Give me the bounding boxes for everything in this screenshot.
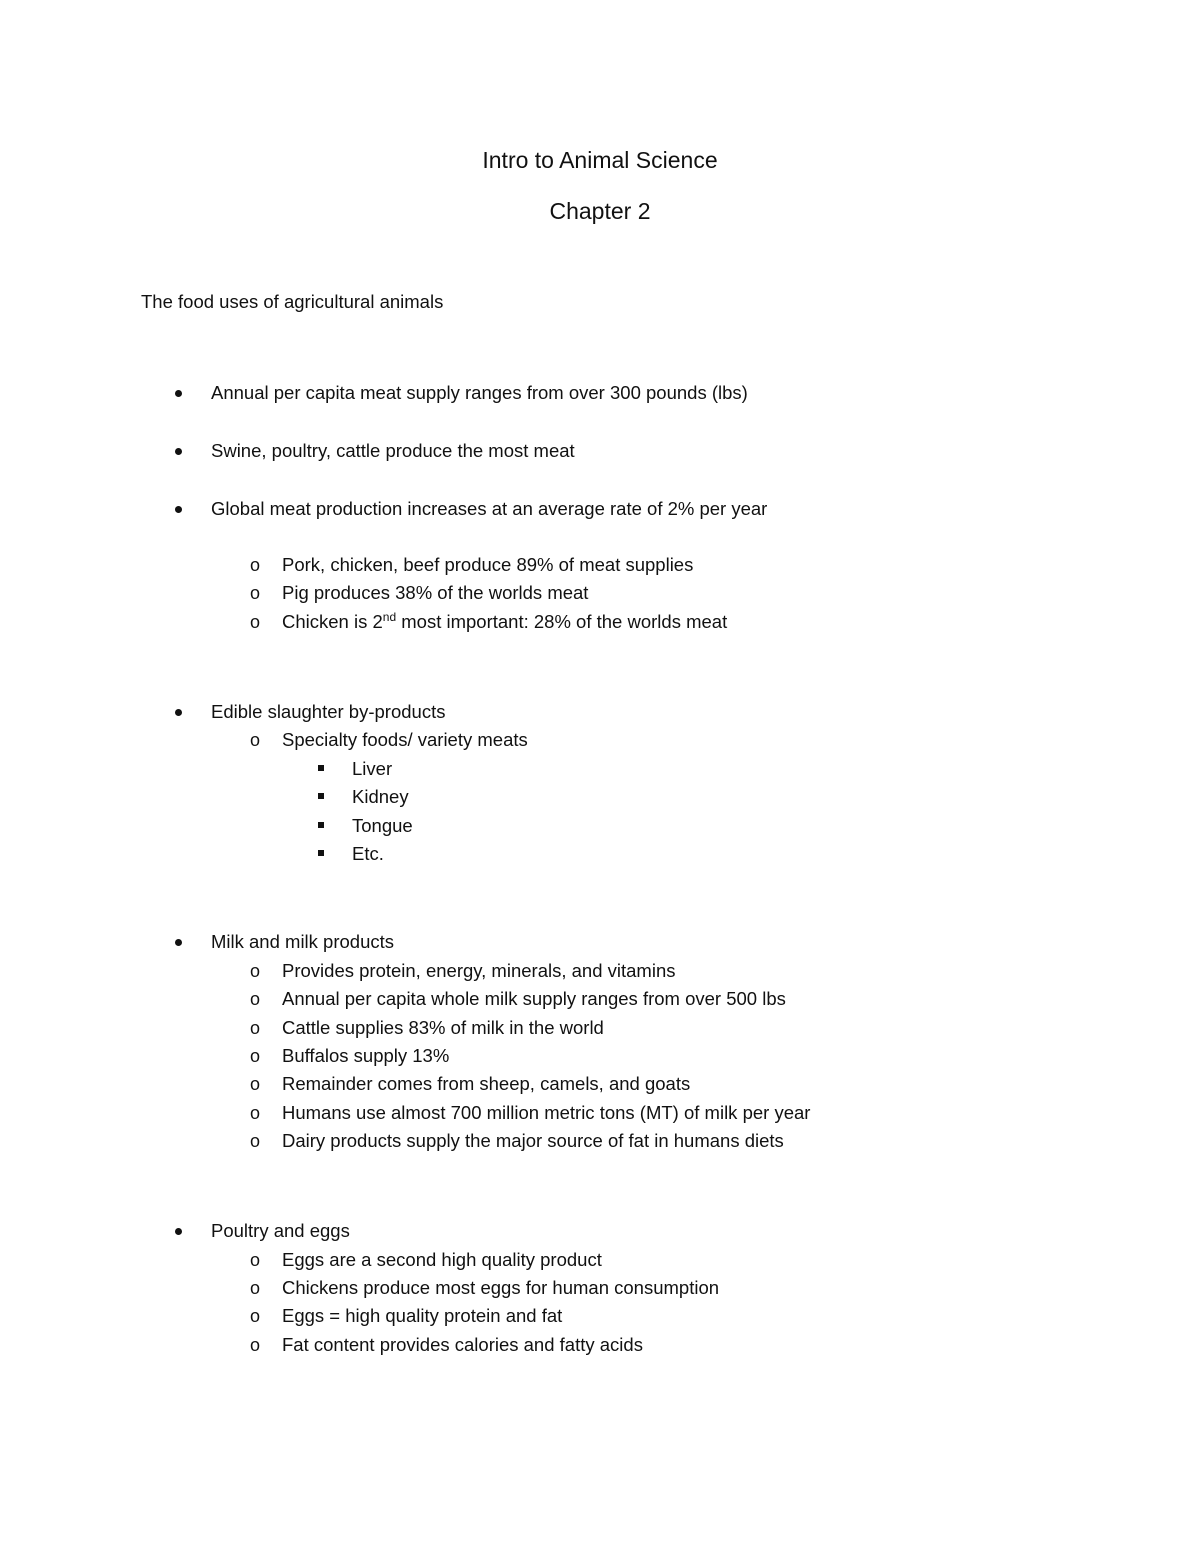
square-bullet-icon [318,822,324,828]
circle-bullet-icon: o [249,1250,260,1270]
sub-sub-list-item: Tongue [352,815,413,836]
sub-list-item-text: Chicken is 2 [282,611,383,632]
list-item: Edible slaughter by-products [211,701,446,722]
circle-bullet-icon: o [249,1335,260,1355]
sub-list-item-text: most important: 28% of the worlds meat [396,611,728,632]
bullet-icon [175,939,182,946]
sub-list-item: Eggs = high quality protein and fat [282,1305,563,1326]
sub-list-item: Pork, chicken, beef produce 89% of meat supplies [282,554,694,575]
bullet-icon [175,448,182,455]
list-item: Swine, poultry, cattle produce the most meat [211,440,575,461]
sub-list-item: Annual per capita whole milk supply ranges from over 500 lbs [282,988,786,1009]
circle-bullet-icon: o [249,1278,260,1298]
bullet-icon [175,390,182,397]
list-item: Poultry and eggs [211,1220,350,1241]
circle-bullet-icon: o [249,1046,260,1066]
sub-list-item [282,610,727,634]
list-item: Annual per capita meat supply ranges from over 300 pounds (lbs) [211,382,748,403]
sub-list-item: Pig produces 38% of the worlds meat [282,582,589,603]
sub-list-item: Remainder comes from sheep, camels, and goats [282,1073,691,1094]
circle-bullet-icon: o [249,612,260,632]
circle-bullet-icon: o [249,1306,260,1326]
circle-bullet-icon: o [249,1103,260,1123]
sub-list-item: Specialty foods/ variety meats [282,729,528,750]
circle-bullet-icon: o [249,1018,260,1038]
square-bullet-icon [318,793,324,799]
circle-bullet-icon: o [249,555,260,575]
sub-list-item: Chickens produce most eggs for human consumption [282,1277,720,1298]
sub-list-item: Cattle supplies 83% of milk in the world [282,1017,604,1038]
sub-sub-list-item: Liver [352,758,393,779]
ordinal-suffix: nd [382,609,397,624]
document-title: Intro to Animal Science [482,147,718,173]
sub-list-item: Fat content provides calories and fatty acids [282,1334,643,1355]
list-item: Global meat production increases at an average rate of 2% per year [211,498,768,519]
square-bullet-icon [318,765,324,771]
circle-bullet-icon: o [249,989,260,1009]
circle-bullet-icon: o [249,730,260,750]
sub-sub-list-item: Kidney [352,786,409,807]
square-bullet-icon [318,850,324,856]
list-item: Milk and milk products [211,931,395,952]
circle-bullet-icon: o [249,961,260,981]
sub-list-item: Humans use almost 700 million metric tons (MT) of milk per year [282,1102,811,1123]
sub-list-item: Provides protein, energy, minerals, and vitamins [282,960,676,981]
circle-bullet-icon: o [249,1131,260,1151]
bullet-icon [175,1228,182,1235]
bullet-icon [175,506,182,513]
chapter-title: Chapter 2 [549,198,651,224]
bullet-icon [175,709,182,716]
sub-list-item: Dairy products supply the major source of fat in humans diets [282,1130,784,1151]
sub-sub-list-item: Etc. [352,843,384,864]
circle-bullet-icon: o [249,1074,260,1094]
sub-list-item: Eggs are a second high quality product [282,1249,602,1270]
sub-list-item: Buffalos supply 13% [282,1045,450,1066]
circle-bullet-icon: o [249,583,260,603]
section-heading: The food uses of agricultural animals [141,291,444,312]
